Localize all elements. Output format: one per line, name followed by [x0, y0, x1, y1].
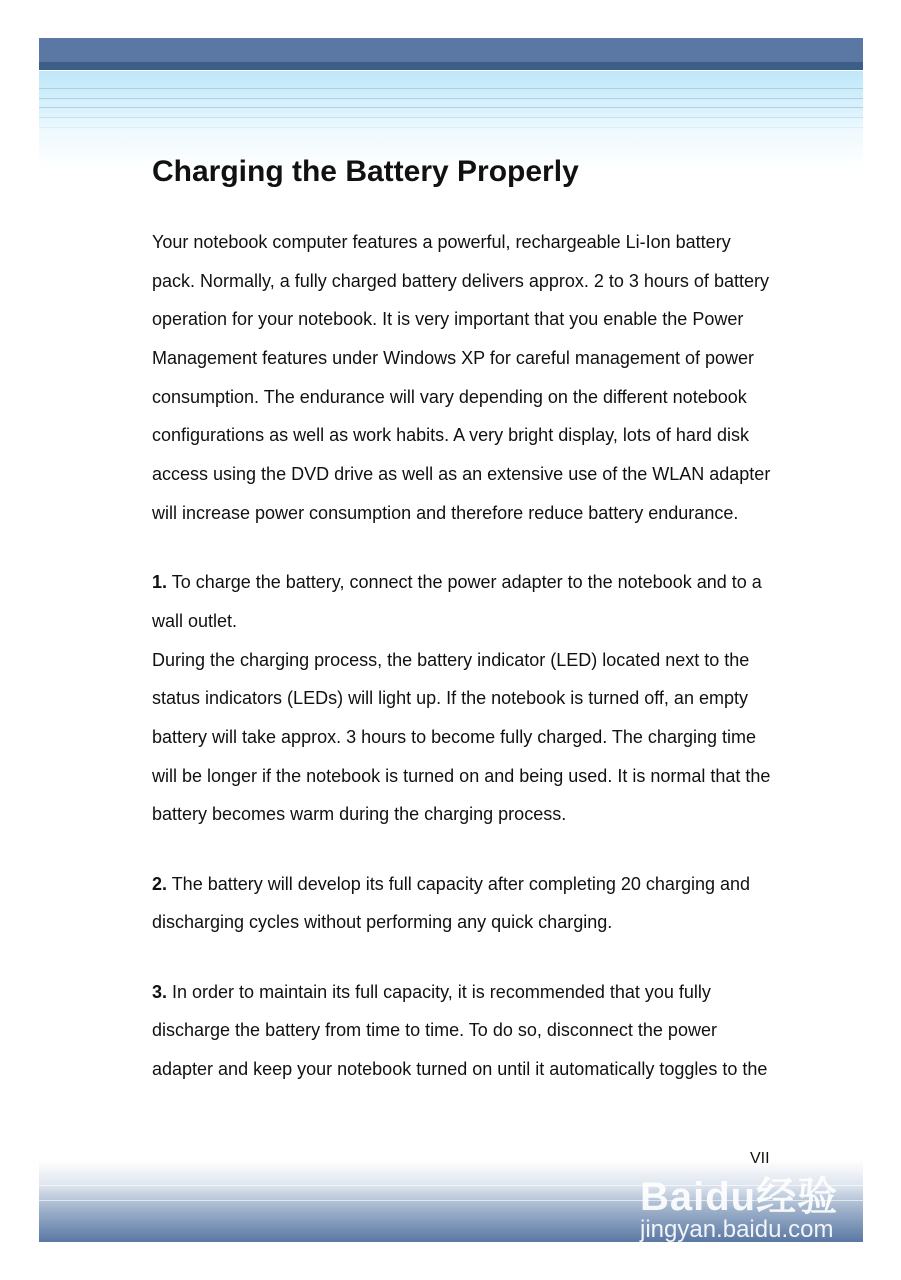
header-band: [39, 38, 863, 62]
header-stripe: [39, 117, 863, 118]
paragraph-line: battery becomes warm during the charging process.: [152, 804, 567, 825]
paragraph-line: access using the DVD drive as well as an extensive use of the WLAN adapter: [152, 464, 771, 485]
list-item-number: 3.: [152, 981, 168, 1002]
header-stripe: [39, 107, 863, 108]
document-body: [152, 223, 832, 1089]
watermark-url: jingyan.baidu.com: [640, 1216, 834, 1243]
paragraph-line: Management features under Windows XP for careful management of power: [152, 348, 754, 369]
header-stripe: [39, 127, 863, 128]
paragraph-gap: [152, 533, 832, 564]
page-number: VII: [750, 1150, 770, 1167]
paragraph-line: configurations as well as work habits. A very bright display, lots of hard disk: [152, 425, 749, 446]
paragraph-line: pack. Normally, a fully charged battery delivers approx. 2 to 3 hours of battery: [152, 270, 769, 291]
paragraph-line: battery will take approx. 3 hours to become fully charged. The charging time: [152, 726, 756, 747]
paragraph-line: During the charging process, the battery indicator (LED) located next to the: [152, 649, 750, 670]
paragraph-line: wall outlet.: [152, 610, 238, 631]
list-item-number: 1.: [152, 572, 168, 593]
paragraph-gap: [152, 942, 832, 973]
paragraph-line: status indicators (LEDs) will light up. If the notebook is turned off, an empty: [152, 688, 748, 709]
paragraph-gap: [152, 834, 832, 865]
page-title: Charging the Battery Properly: [152, 155, 579, 188]
list-item-text: To charge the battery, connect the power adapter to the notebook and to a: [167, 572, 762, 593]
paragraph-line: discharge the battery from time to time. To do so, disconnect the power: [152, 1020, 717, 1041]
list-item-line: [152, 973, 832, 1012]
list-item-number: 2.: [152, 873, 168, 894]
paragraph-line: operation for your notebook. It is very important that you enable the Power: [152, 309, 744, 330]
paragraph-line: will be longer if the notebook is turned on and being used. It is normal that the: [152, 765, 771, 786]
list-item-text: In order to maintain its full capacity, it is recommended that you fully: [167, 981, 711, 1002]
list-item-text: The battery will develop its full capacity after completing 20 charging and: [167, 873, 751, 894]
header-stripe: [39, 88, 863, 89]
header-stripe: [39, 98, 863, 99]
list-item-line: [152, 865, 832, 904]
paragraph-line: will increase power consumption and therefore reduce battery endurance.: [152, 502, 739, 523]
paragraph-line: adapter and keep your notebook turned on until it automatically toggles to the: [152, 1059, 768, 1080]
paragraph-line: discharging cycles without performing any quick charging.: [152, 912, 613, 933]
paragraph-line: consumption. The endurance will vary depending on the different notebook: [152, 386, 747, 407]
list-item-line: [152, 563, 832, 602]
baidu-watermark: [640, 1165, 838, 1244]
header-band-dark: [39, 62, 863, 70]
paragraph-line: Your notebook computer features a powerful, rechargeable Li-Ion battery: [152, 232, 731, 252]
watermark-logo: Baidu经验: [640, 1175, 839, 1219]
